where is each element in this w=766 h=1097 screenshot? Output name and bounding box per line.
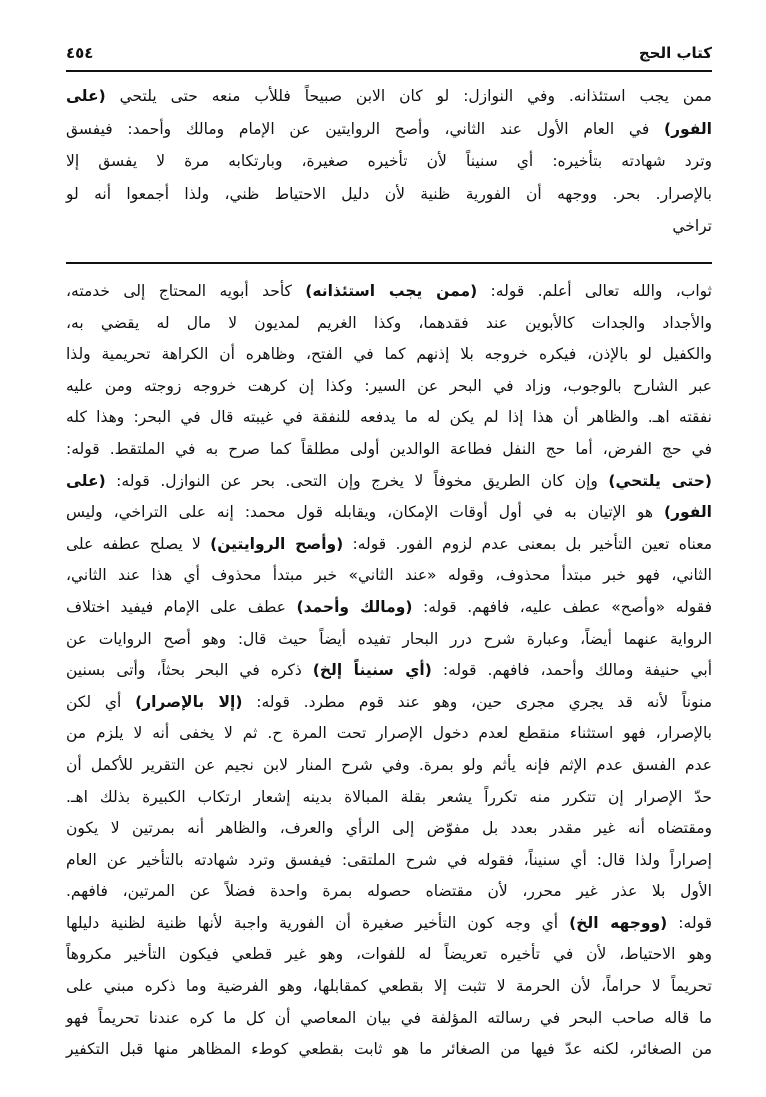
text-segment: معناه تعين التأخير بل بمعنى عدم لزوم الفور. قوله: [343,534,713,553]
text-segment: فقوله «وأصح» عطف عليه، فافهم. قوله: [412,597,712,616]
text-segment: وهو الاحتياط، لأن في تأخيره تعريضاً له للفوات، وهو غير قطعي فيكون التأخير مكروهاً [66,945,712,964]
text-segment: أي وجه كون التأخير صغيرة أن الفورية واجبة لأنها ظنية لظنية دليلها [66,913,570,932]
text-line [66,908,712,940]
text-segment: الرواية عنهما أيضاً، وعبارة شرح درر البحار تفيده أيضاً حيث قال: وهو أصح الروايات عن [66,629,712,648]
quoted-term: (ممن يجب استئذانه) [305,282,478,300]
text-line [66,876,712,908]
text-segment: في العام الأول عند الثاني، وأصح الروايتين عن الإمام ومالك وأحمد: فيفسق [66,119,664,138]
text-line [66,434,712,466]
quoted-term: (أي سنيناً إلخ) [312,661,432,680]
text-segment: أبي حنيفة ومالك وأحمد، فافهم. قوله: [431,661,713,680]
main-text [66,80,712,243]
text-line [66,371,712,403]
text-segment: لا يصلح عطفه على [66,534,211,553]
text-segment: بالإصرار، فهو استثناء منقطع لعدم دخول الإصرار تحت المرة ح. ثم لا يخفى أنه لا يلزم من [66,724,712,743]
quoted-term: (على [66,87,106,105]
text-line [66,276,712,308]
text-segment: كأحد أبويه المحتاج إلى خدمته، [66,282,306,300]
text-line [66,466,712,498]
text-line [66,845,712,877]
text-line [66,655,712,687]
text-segment: من الصغائر، لكنه عدّ فيها من الصغائر ما هو ثابت بقطعي كوطء المظاهر منها قبل التكفير [66,1040,712,1059]
text-segment: ممن يجب استئذانه. وفي النوازل: لو كان الابن صبيحاً فللأب منعه حتى يلتحي [105,87,712,105]
quoted-term: الفور) [663,503,712,522]
text-line [66,1003,712,1035]
quoted-term: الفور) [663,119,712,138]
text-segment: منوناً لأنه قد يجري مجرى حين، وهو عند قوم مطرد. قوله: [242,692,713,711]
text-line [66,402,712,434]
footnote-divider [66,262,712,264]
text-line [66,178,712,211]
text-line [66,560,712,592]
text-segment: أي لكن [66,692,136,711]
text-line [66,718,712,750]
text-segment: تحريماً لا حراماً، لأن الحرمة لا تثبت إلا بقطعي كمقابلها، وهو الفرضية وما ذكره مبني على [66,977,712,996]
text-line [66,750,712,782]
quoted-term: (على [66,471,106,490]
page-number: ٤٥٤ [66,44,94,62]
quoted-term: (ومالك وأحمد) [296,597,413,616]
quoted-term: (وأصح الروايتين) [210,534,344,553]
text-line [66,308,712,340]
text-segment: بالإصرار. بحر. ووجهه أن الفورية ظنية لأن دليل الاحتياط ظني، ولذا أجمعوا أنه لو [66,184,712,203]
text-line [66,210,712,243]
text-segment: هو الإتيان به في أول أوقات الإمكان، ويقابله قول محمد: إنه على التراخي، وليس [66,503,664,522]
text-segment: الأول بلا عذر غير محرر، لأن مقتضاه حصوله بمرة واحدة فضلاً عن المرتين، فافهم. [66,882,712,901]
text-line [66,971,712,1003]
text-line [66,80,712,113]
text-segment: عدم الفسق عدم الإثم فإنه يأثم ولو بمرة. وفي شرح المنار لابن نجيم عن التقرير للأكمل أن [66,755,712,774]
text-segment: حدّ الإصرار إن تتكرر منه تكرراً يشعر بقلة المبالاة بدينه إشعار ارتكاب الكبيرة بذلك اهـ. [66,787,712,806]
text-segment: عطف على الإمام فيفيد اختلاف [66,597,297,616]
text-segment: الثاني، فهو خبر مبتدأ محذوف، وقوله «عند الثاني» خبر مبتدأ محذوف أي هذا عند الثاني، [66,566,712,585]
page-header [66,38,712,72]
text-line [66,624,712,656]
text-line [66,687,712,719]
text-segment: وترد شهادته بتأخيره: أي سنيناً لأن تأخيره صغيرة، وبارتكابه مرة لا يفسق إلا [66,152,712,170]
quoted-term: (إلا بالإصرار) [135,692,243,711]
text-line [66,529,712,561]
text-line [66,592,712,624]
text-segment: تراخي [672,217,712,235]
text-segment: ثواب، والله تعالى أعلم. قوله: [477,282,712,300]
text-segment: إصراراً ولذا قال: أي سنيناً، فقوله في شرح الملتقى: فيفسق وترد شهادته بالتأخير عن العام [66,850,712,869]
quoted-term: (حتى يلتحي) [608,471,712,490]
text-segment: ومقتضاه أنه غير مقدر بعدد بل مفوّض إلى الرأي والعرف، والظاهر أنه بمرتين لا يكون [66,819,712,838]
text-line [66,113,712,146]
text-segment: والأجداد والجدات كالأبوين عند فقدهما، وكذا الغريم لمديون لا مال له يقضي به، [66,313,712,332]
text-segment: في حج الفرض، أما حج النفل فطاعة الوالدين أولى مطلقاً كما صرح به في الملتقط. قوله: [66,439,712,458]
text-line [66,339,712,371]
quoted-term: (ووجهه الخ) [569,913,668,932]
commentary-text [66,276,712,1066]
text-line [66,145,712,178]
text-segment: قوله: [667,913,712,932]
text-segment: عبر الشارح بالوجوب، وزاد في البحر عن السير: وكذا إن كرهت خروجه زوجته ومن عليه [66,376,712,395]
text-segment: ذكره في البحر بحثاً، وأتى بسنين [66,661,313,680]
text-line [66,497,712,529]
text-segment: ما قاله صاحب البحر في رسالته المؤلفة في بيان المعاصي أن كل ما كره عندنا تحريماً فهو [66,1008,712,1027]
text-line [66,782,712,814]
text-segment: والكفيل لو بالإذن، فيكره خروجه بلا إذنهم كما في الفتح، وظاهره أن الكراهة تحريمية ولذا [66,345,712,364]
text-segment: وإن كان الطريق مخوفاً لا يخرج وإن التحى. بحر عن النوازل. قوله: [105,471,609,490]
text-segment: نفقته اهـ. والظاهر أن هذا إذا لم يكن له ما يدفعه للنفقة في غيبته قال في البحر: وهذا كله [66,408,712,427]
text-line [66,813,712,845]
book-title: كتاب الحج [638,44,712,62]
text-line [66,1034,712,1066]
text-line [66,939,712,971]
